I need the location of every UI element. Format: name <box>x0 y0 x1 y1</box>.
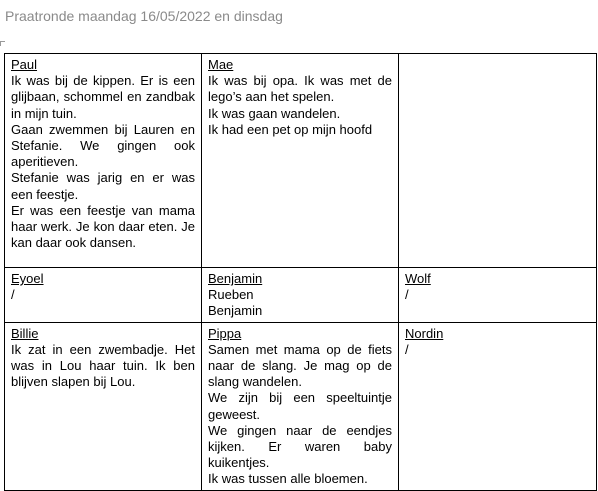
cell-paragraph: Benjamin <box>208 303 263 319</box>
child-name: Billie <box>11 325 39 341</box>
cell-paragraph: Samen met mama op de fiets naar de slang. Je mag op de slang wandelen. <box>208 341 392 390</box>
child-name: Pippa <box>208 325 242 341</box>
cell-paragraph: Rueben <box>208 287 254 303</box>
cell-paragraph: / <box>405 341 409 357</box>
cell-paragraph: Gaan zwemmen bij Lauren en Stefanie. We gingen ook aperitieven. <box>11 121 195 170</box>
table-move-handle[interactable] <box>0 41 5 46</box>
praatronde-table <box>4 53 597 491</box>
child-name: Wolf <box>405 271 431 286</box>
cell-paragraph: Ik had een pet op mijn hoofd <box>208 121 373 137</box>
table-row <box>5 54 597 268</box>
cell-paragraph: Ik was bij opa. Ik was met de lego’s aan het spelen. <box>208 73 392 105</box>
table-cell-billie[interactable] <box>5 322 202 490</box>
table-cell-mae[interactable] <box>202 54 399 268</box>
table-row <box>5 268 597 323</box>
table-cell-benjamin[interactable] <box>202 268 399 323</box>
child-name: Benjamin <box>208 271 263 286</box>
table-cell-empty[interactable] <box>399 54 597 268</box>
cell-paragraph: / <box>405 287 409 303</box>
document-title: Praatronde maandag 16/05/2022 en dinsdag <box>5 8 283 24</box>
child-name: Paul <box>11 57 38 72</box>
cell-paragraph: Ik was gaan wandelen. <box>208 105 341 121</box>
cell-paragraph: Er was een feestje van mama haar werk. Je kon daar eten. Je kan daar ook dansen. <box>11 202 195 251</box>
table-cell-wolf[interactable] <box>399 268 597 323</box>
table-cell-pippa[interactable] <box>202 322 399 490</box>
table-cell-paul[interactable] <box>5 54 202 268</box>
child-name: Nordin <box>405 325 444 341</box>
cell-paragraph: / <box>11 287 15 303</box>
table-cell-nordin[interactable] <box>399 322 597 490</box>
child-name: Eyoel <box>11 271 44 286</box>
cell-paragraph: We gingen naar de eendjes kijken. Er waren baby kuikentjes. <box>208 422 392 471</box>
table-cell-eyoel[interactable] <box>5 268 202 323</box>
child-name: Mae <box>208 57 234 72</box>
cell-paragraph: Ik was tussen alle bloemen. <box>208 471 368 487</box>
table-row <box>5 322 597 490</box>
cell-paragraph: We zijn bij een speeltuintje geweest. <box>208 390 392 422</box>
cell-paragraph: Ik was bij de kippen. Er is een glijbaan, schommel en zandbak in mijn tuin. <box>11 73 195 121</box>
cell-paragraph: Ik zat in een zwembadje. Het was in Lou haar tuin. Ik ben blijven slapen bij Lou. <box>11 341 195 390</box>
cell-paragraph: Stefanie was jarig en er was een feestje. <box>11 170 195 202</box>
